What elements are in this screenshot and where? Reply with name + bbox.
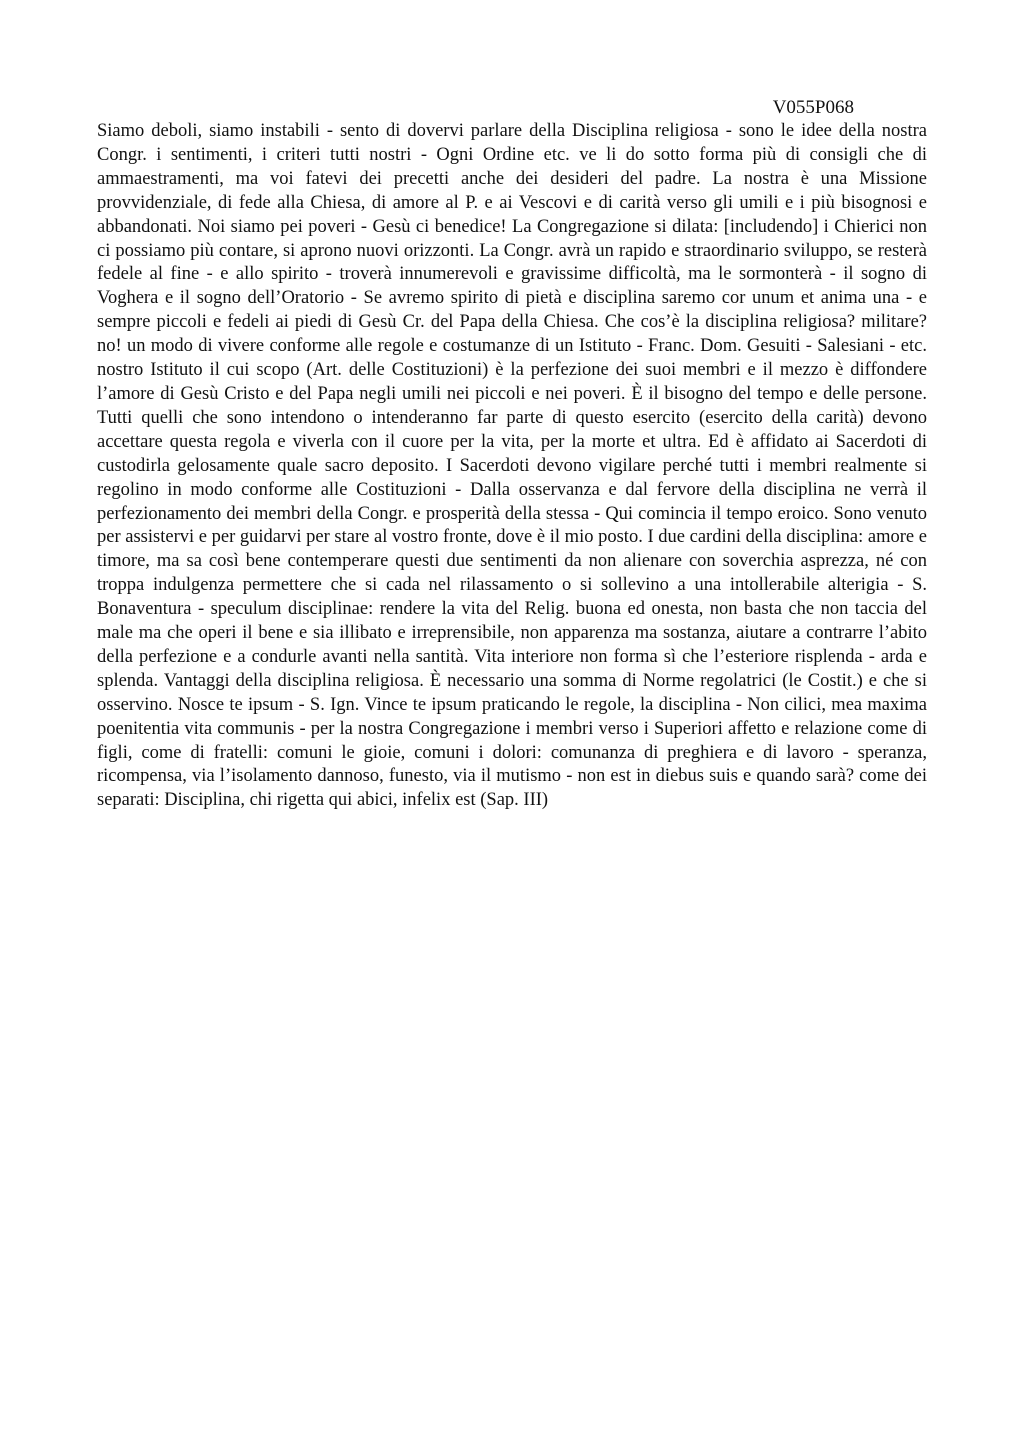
body-paragraph: Siamo deboli, siamo instabili - sento di dovervi parlare della Disciplina religiosa - sono le idee della nostra Congr. i sentimenti, i criteri tutti nostri - Ogni Ordine etc. ve li do sotto forma più di consigli che di ammaestramenti, ma voi fatevi dei precetti anche dei desideri del padre. La nostra è una Missione provvidenziale, di fede alla Chiesa, di amore al P. e ai Vescovi e di carità verso gli umili e i più bisognosi e abbandonati. Noi siamo pei poveri - Gesù ci benedice! La Congregazione si dilata: [includendo] i Chierici non ci possiamo più contare, si aprono nuovi orizzonti. La Congr. avrà un rapido e straordinario sviluppo, se resterà fedele al fine - e allo spirito - troverà innumerevoli e gravissime difficoltà, ma le sormonterà - il sogno di Voghera e il sogno dell’Oratorio - Se avremo spirito di pietà e disciplina saremo cor unum et anima una - e sempre piccoli e fedeli ai piedi di Gesù Cr. del Papa della Chiesa. Che cos’è la disciplina religiosa? militare? no! un modo di vivere conforme alle regole e costumanze di un Istituto - Franc. Dom. Gesuiti - Salesiani - etc. nostro Istituto il cui scopo (Art. delle Costituzioni) è la perfezione dei suoi membri e il mezzo è diffondere l’amore di Gesù Cristo e del Papa negli umili nei piccoli e nei poveri. È il bisogno del tempo e delle persone. Tutti quelli che sono intendono o intenderanno far parte di questo esercito (esercito della carità) devono accettare questa regola e viverla con il cuore per la vita, per la morte et ultra. Ed è affidato ai Sacerdoti di custodirla gelosamente quale sacro deposito. I Sacerdoti devono vigilare perché tutti i membri realmente si regolino in modo conforme alle Costituzioni - Dalla osservanza e dal fervore della disciplina ne verrà il perfezionamento dei membri della Congr. e prosperità della stessa - Qui comincia il tempo eroico. Sono venuto per assistervi e per guidarvi per stare al vostro fronte, dove è il mio posto. I due cardini della disciplina: amore e timore, ma sa così bene contemperare questi due sentimenti da non alienare con soverchia asprezza, né con troppa indulgenza permettere che si cada nel rilassamento o si sollevino a una intollerabile alterigia - S. Bonaventura - speculum disciplinae: rendere la vita del Relig. buona ed onesta, non basta che non taccia del male ma che operi il bene e sia illibato e irreprensibile, non apparenza ma sostanza, aiutare a contrarre l’abito della perfezione e a condurle avanti nella santità. Vita interiore non forma sì che l’esteriore risplenda - arda e splenda. Vantaggi della disciplina religiosa. È necessario una somma di Norme regolatrici (le Costit.) e che si osservino. Nosce te ipsum - S. Ign. Vince te ipsum praticando le regole, la disciplina - Non cilici, mea maxima poenitentia vita communis - per la nostra Congregazione i membri verso i Superiori affetto e relazione come di figli, come di fratelli: comuni le gioie, comuni i dolori: comunanza di preghiera e di lavoro - speranza, ricompensa, via l’isolamento dannoso, funesto, via il mutismo - non est in diebus suis e quando sarà? come dei separati: Disciplina, chi rigetta qui abici, infelix est (Sap. III) [97,121,927,811]
page-identifier: V055P068 [772,97,854,118]
